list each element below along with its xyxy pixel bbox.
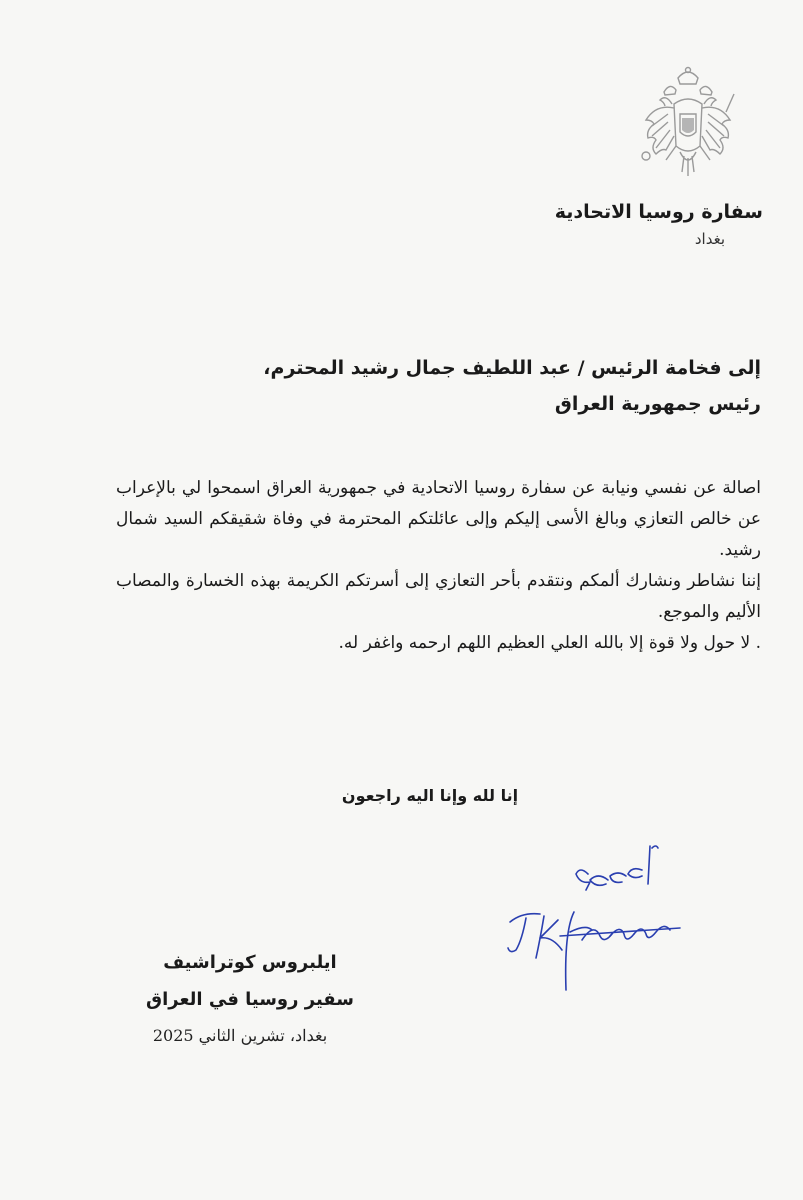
- signatory-name: ايلبروس كوتراشيف: [163, 952, 337, 973]
- letterhead: [503, 196, 763, 250]
- addressee-line-2: رئيس جمهورية العراق: [554, 393, 761, 415]
- handwritten-signature: [500, 840, 700, 1000]
- embassy-city: بغداد: [694, 230, 725, 248]
- embassy-name: سفارة روسيا الاتحادية: [554, 201, 763, 223]
- body-paragraph-2: إننا نشاطر ونشارك ألمكم ونتقدم بأحر التعازي إلى أسرتكم الكريمة بهذه الخسارة والمصاب الأليم والموجع.: [116, 571, 761, 622]
- signatory-block: [100, 945, 400, 1053]
- body-paragraph-3: . لا حول ولا قوة إلا بالله العلي العظيم اللهم ارحمه واغفر له.: [338, 633, 761, 653]
- signatory-date: بغداد، تشرين الثاني 2025: [152, 1026, 328, 1045]
- addressee-line-1: إلى فخامة الرئيس / عبد اللطيف جمال رشيد المحترم،: [263, 357, 761, 379]
- signatory-title: سفير روسيا في العراق: [146, 989, 354, 1010]
- russian-coat-of-arms-emblem: [638, 64, 738, 188]
- letter-body: [116, 473, 761, 659]
- addressee-block: [161, 350, 761, 422]
- body-paragraph-1: اصالة عن نفسي ونيابة عن سفارة روسيا الاتحادية في جمهورية العراق اسمحوا لي بالإعراب عن خالص التعازي وبالغ الأسى إليكم وإلى عائلتكم المحترمة في وفاة شقيقكم السيد شمال رشيد.: [116, 478, 761, 560]
- closing-phrase: إنا لله وإنا اليه راجعون: [341, 786, 519, 805]
